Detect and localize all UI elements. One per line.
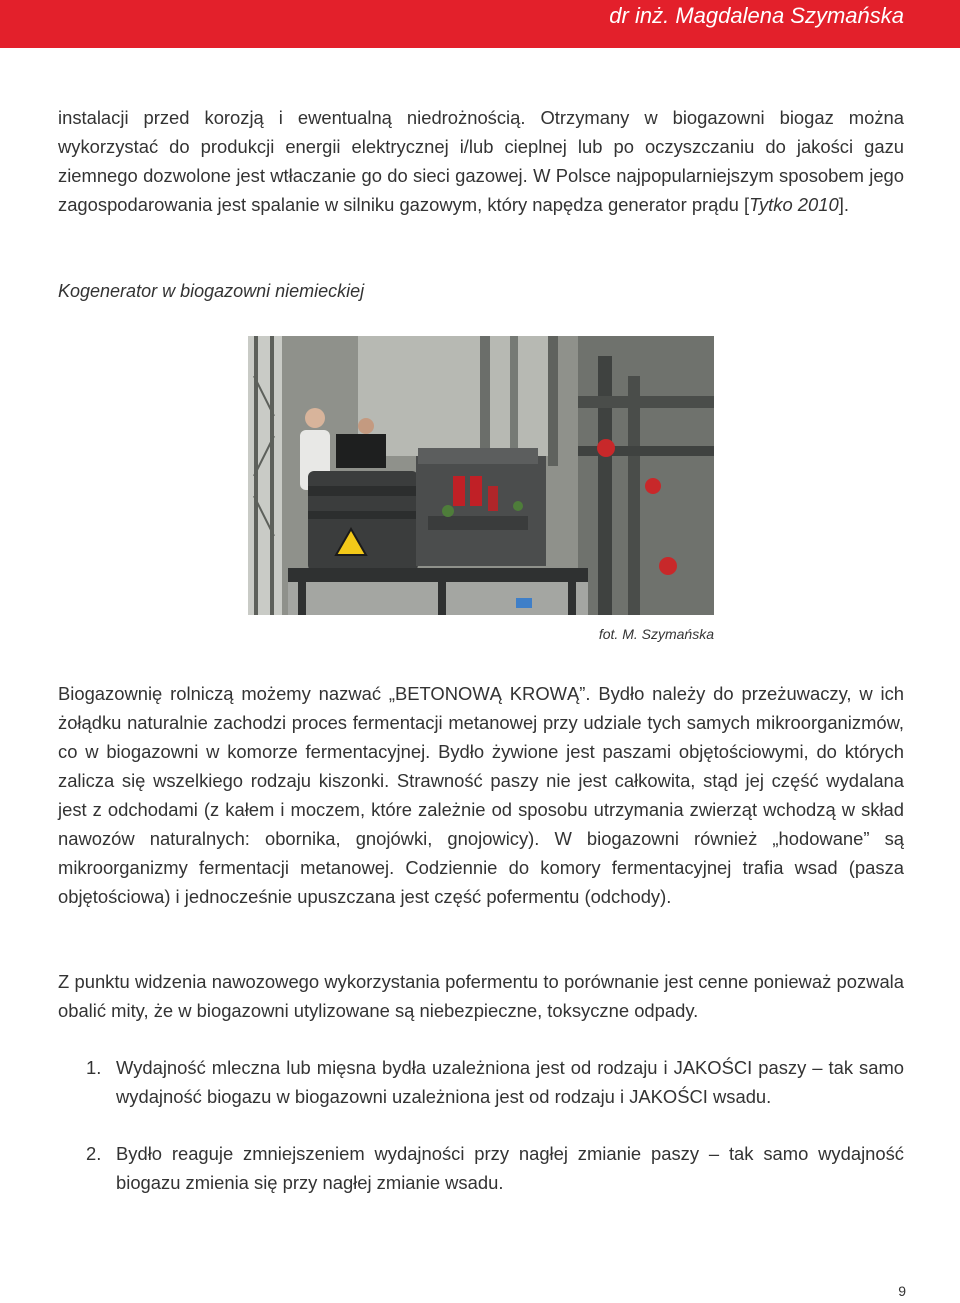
intro-paragraph-block (58, 103, 904, 219)
photo-credit: fot. M. Szymańska (598, 626, 714, 642)
page-number: 9 (898, 1283, 906, 1299)
intro-text: instalacji przed korozją i ewentualną niedrożnością. Otrzymany w biogazowni biogaz można wykorzystać do produkcji energii elektrycznej i/lub cieplnej lub po oczyszczaniu do jakości gazu ziemnego dozwolone jest wtłaczanie go do sieci gazowej. W Polsce najpopularniejszym sposobem jego zagospodarowania jest spalanie w silniku gazowym, który napędza generator prądu [ (58, 107, 904, 215)
intro-paragraph (58, 103, 904, 219)
list-item-text: Bydło reaguje zmniejszeniem wydajności przy nagłej zmianie paszy – tak samo wydajność biogazu zmienia się przy nagłej zmianie wsadu. (116, 1143, 904, 1193)
figure-caption: Kogenerator w biogazowni niemieckiej (58, 281, 365, 301)
list-item (58, 1139, 904, 1197)
header-band (0, 0, 960, 48)
intro-text-end: ]. (838, 194, 849, 215)
list-item-number: 1. (86, 1057, 102, 1078)
cogenerator-photo (248, 336, 714, 615)
paragraph-2: Biogazownię rolniczą możemy nazwać „BETONOWĄ KROWĄ”. Bydło należy do przeżuwaczy, w ich żołądku naturalnie zachodzi proces fermentacji metanowej przy udziale tych samych mikroorganizmów, co w biogazowni w komorze fermentacyjnej. Bydło żywione jest paszami objętościowymi, do których zalicza się wszelkiego rodzaju kiszonki. Strawność paszy nie jest całkowita, stąd jej część wydalana jest z odchodami (z kałem i moczem, które zależnie od sposobu utrzymania zwierząt wchodzą w skład nawozów naturalnych: obornika, gnojówki, gnojowicy). W biogazowni również „hodowane” są mikroorganizmy fermentacji metanowej. Codziennie do komory fermentacyjnej trafia wsad (pasza objętościowa) i jednocześnie upuszczana jest część pofermentu (odchody). (58, 683, 904, 907)
list-item (58, 1053, 904, 1111)
paragraph-3-block (58, 967, 904, 1025)
intro-citation: Tytko 2010 (749, 194, 839, 215)
paragraph-2-block (58, 679, 904, 911)
numbered-list (58, 1053, 904, 1225)
list-item-number: 2. (86, 1143, 102, 1164)
list-item-text: Wydajność mleczna lub mięsna bydła uzależniona jest od rodzaju i JAKOŚCI paszy – tak samo wydajność biogazu w biogazowni uzależniona jest od rodzaju i JAKOŚCI wsadu. (116, 1057, 904, 1107)
paragraph-3: Z punktu widzenia nawozowego wykorzystania pofermentu to porównanie jest cenne ponieważ pozwala obalić mity, że w biogazowni utylizowane są niebezpieczne, toksyczne odpady. (58, 971, 904, 1021)
header-author: dr inż. Magdalena Szymańska (609, 3, 904, 28)
